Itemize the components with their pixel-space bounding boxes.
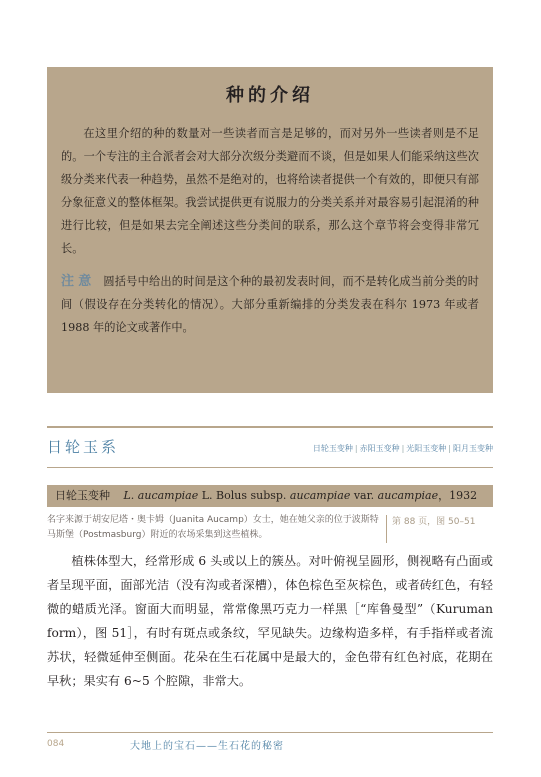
name-origin-note: 名字来源于胡安尼塔・奥卡姆（Juanita Aucamp）女士，她在她父亲的位于波斯特马斯堡（Postmasburg）附近的农场采集到这些植株。 (47, 515, 379, 540)
section-links: 日轮玉变种 | 赤阳玉变种 | 光阳玉变种 | 阳月玉变种 (312, 444, 493, 453)
section-divider-bottom (47, 467, 493, 468)
intro-paragraph: 在这里介绍的种的数量对一些读者而言是足够的，而对另外一些读者则是不足的。一个专注的主合派者会对大部分次级分类避而不谈，但是如果人们能采纳这些次级分类来代表一种趋势，虽然不是绝对的，也将给读者提供一个有效的，即便只有部分象征意义的整体框架。我尝试提供更有说服力的分类关系并对最容易引起混淆的种进行比较，但是如果去完全阐述这些分类间的联系，那么这个章节将会变得非常冗长。 (61, 127, 479, 255)
species-author: L. Bolus subsp. (201, 489, 287, 502)
species-description: 植株体型大，经常形成 6 头或以上的簇丛。对叶俯视呈圆形，侧视略有凸面或者呈现平面，面部光洁（没有沟或者深槽），体色棕色至灰棕色，或者砖红色，有轻微的蜡质光泽。窗面大而明显，常常像黑巧克力一样黑［“库鲁曼型”（Kuruman form），图 51］，有时有斑点或条纹，罕见缺失。边缘构造多样，有手指样或者流苏状，轻微延伸至侧面。花朵在生石花属中是最大的，金色带有红色衬底，花期在早秋；果实有 6~5 个腔隙，非常大。 (47, 554, 493, 688)
species-subspecies: aucampiae (289, 489, 351, 502)
origin-divider (386, 515, 387, 543)
section-link-4[interactable]: 阳月玉变种 (453, 444, 493, 453)
species-year: ，1932 (438, 489, 478, 502)
species-var-label: var. (353, 489, 375, 502)
footer-divider (47, 732, 493, 733)
page-reference[interactable]: 第 88 页，图 50–51 (392, 517, 476, 527)
page-number: 084 (47, 739, 65, 749)
section-link-2[interactable]: 赤阳玉变种 (359, 444, 400, 453)
section-link-1[interactable]: 日轮玉变种 (312, 444, 353, 453)
note-text: 圆括号中给出的时间是这个种的最初发表时间，而不是转化成当前分类的时间（假设存在分类转化的情况）。大部分重新编排的分类发表在科尔 1973 年或者 1988 年的论文或著作中。 (61, 275, 479, 334)
species-latin-name: L. aucampiae (123, 489, 199, 502)
section-divider-top (47, 426, 493, 428)
intro-box (47, 67, 493, 393)
book-title: 大地上的宝石——生石花的秘密 (130, 741, 284, 752)
section-link-3[interactable]: 光阳玉变种 (406, 444, 447, 453)
note-paragraph (61, 270, 479, 339)
species-header (47, 485, 493, 507)
species-chinese-name: 日轮玉变种 (55, 489, 110, 502)
species-variety: aucampiae (377, 489, 439, 502)
section-title: 日轮玉系 (47, 438, 120, 456)
intro-title: 种的介绍 (226, 85, 314, 106)
note-label: 注意 (61, 274, 96, 289)
